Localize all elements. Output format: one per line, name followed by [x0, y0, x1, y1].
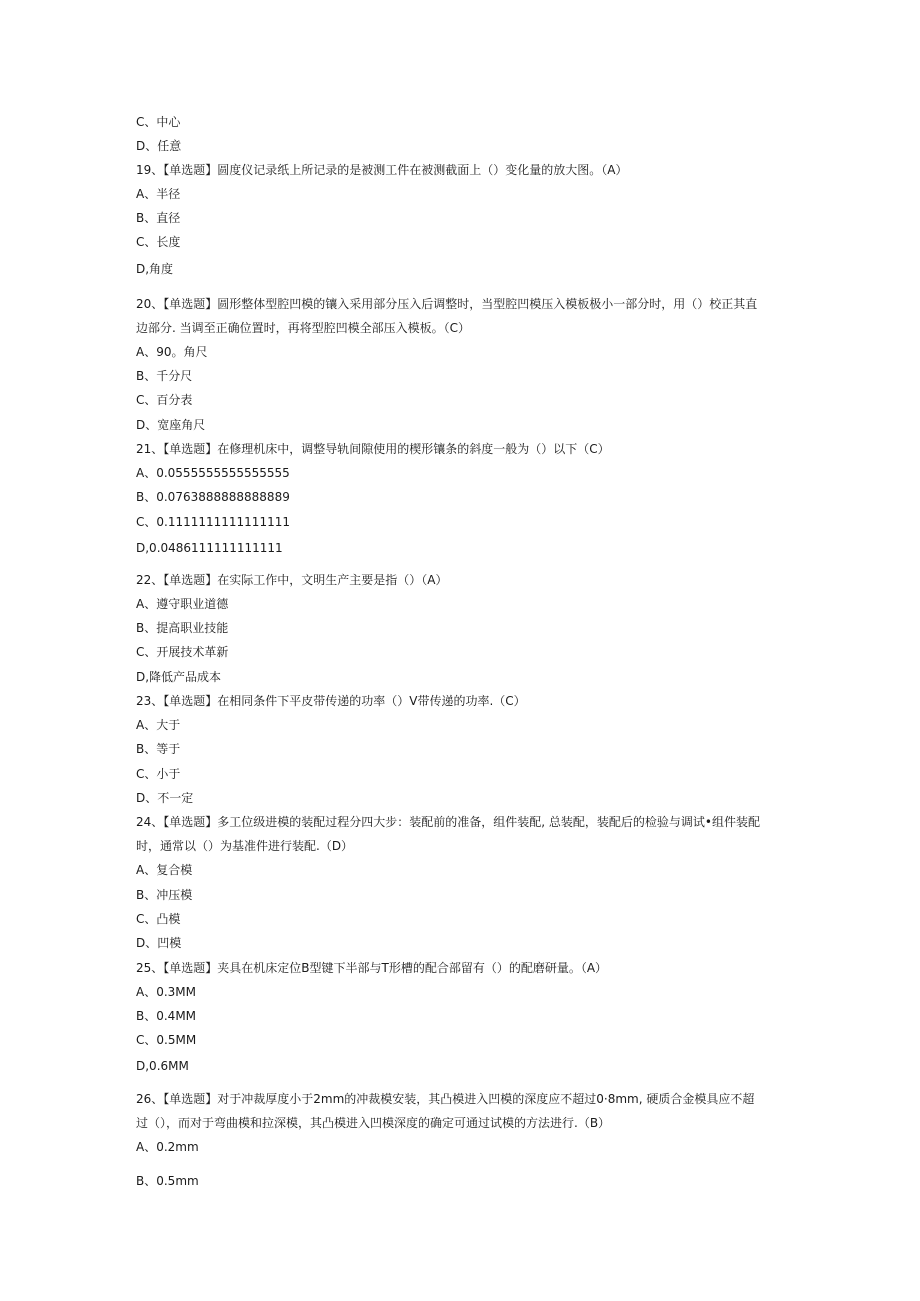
option-line: D、任意: [136, 139, 182, 153]
question-line: 22、【单选题】在实际工作中，文明生产主要是指（）（A）: [136, 573, 448, 587]
option-line: C、百分表: [136, 393, 193, 407]
option-line: B、冲压模: [136, 888, 193, 902]
question-line: 时，通常以（）为基准件进行装配.（D）: [136, 839, 354, 853]
question-line: 24、【单选题】多工位级进模的装配过程分四大步：装配前的准备，组件装配, 总装配，装配后的检验与调试•组件装配: [136, 815, 760, 829]
option-line: D、凹模: [136, 936, 182, 950]
option-line: B、0.0763888888888889: [136, 490, 290, 504]
option-line: B、等于: [136, 742, 181, 756]
question-line: 过（），而对于弯曲模和拉深模，其凸模进入凹模深度的确定可通过试模的方法进行.（B）: [136, 1116, 611, 1130]
option-line: C、中心: [136, 115, 181, 129]
option-line: D、不一定: [136, 791, 194, 805]
option-line: C、凸模: [136, 912, 181, 926]
option-line: A、复合模: [136, 863, 193, 877]
option-line: A、90。角尺: [136, 345, 208, 359]
option-line: B、提高职业技能: [136, 621, 229, 635]
question-line: 19、【单选题】圆度仪记录纸上所记录的是被测工件在被测截面上（）变化量的放大图。（A）: [136, 163, 628, 177]
question-line: 20、【单选题】圆形整体型腔凹模的镶入采用部分压入后调整时，当型腔凹模压入模板极小一部分时，用（）校正其直: [136, 297, 758, 311]
question-line: 26、【单选题】对于冲裁厚度小于2mm的冲裁模安装，其凸模进入凹模的深度应不超过0·8mm, 硬质合金模具应不超: [136, 1092, 755, 1106]
option-line: D、宽座角尺: [136, 418, 206, 432]
option-line: C、开展技术革新: [136, 645, 229, 659]
question-line: 23、【单选题】在相同条件下平皮带传递的功率（）V带传递的功率.（C）: [136, 694, 526, 708]
question-line: 21、【单选题】在修理机床中，调整导轨间隙使用的楔形镶条的斜度一般为（）以下（C）: [136, 442, 610, 456]
option-line: B、0.4MM: [136, 1009, 197, 1023]
option-line: C、长度: [136, 235, 181, 249]
option-line: A、半径: [136, 187, 181, 201]
option-line: D,降低产品成本: [136, 670, 222, 684]
option-line: B、直径: [136, 211, 181, 225]
option-line: A、0.0555555555555555: [136, 466, 290, 480]
option-line: A、0.3MM: [136, 985, 197, 999]
option-line: A、遵守职业道德: [136, 597, 229, 611]
option-line: A、0.2mm: [136, 1140, 199, 1154]
option-line: D,角度: [136, 262, 174, 276]
option-line: D,0.6MM: [136, 1059, 189, 1073]
option-line: B、0.5mm: [136, 1174, 199, 1188]
option-line: A、大于: [136, 718, 181, 732]
question-line: 边部分. 当调至正确位置时，再将型腔凹模全部压入模板。（C）: [136, 321, 471, 335]
option-line: B、千分尺: [136, 369, 193, 383]
option-line: C、0.5MM: [136, 1033, 197, 1047]
option-line: C、0.1111111111111111: [136, 515, 290, 529]
question-line: 25、【单选题】夹具在机床定位B型键下半部与T形槽的配合部留有（）的配磨研量。（A）: [136, 961, 608, 975]
option-line: D,0.0486111111111111: [136, 541, 283, 555]
option-line: C、小于: [136, 767, 181, 781]
